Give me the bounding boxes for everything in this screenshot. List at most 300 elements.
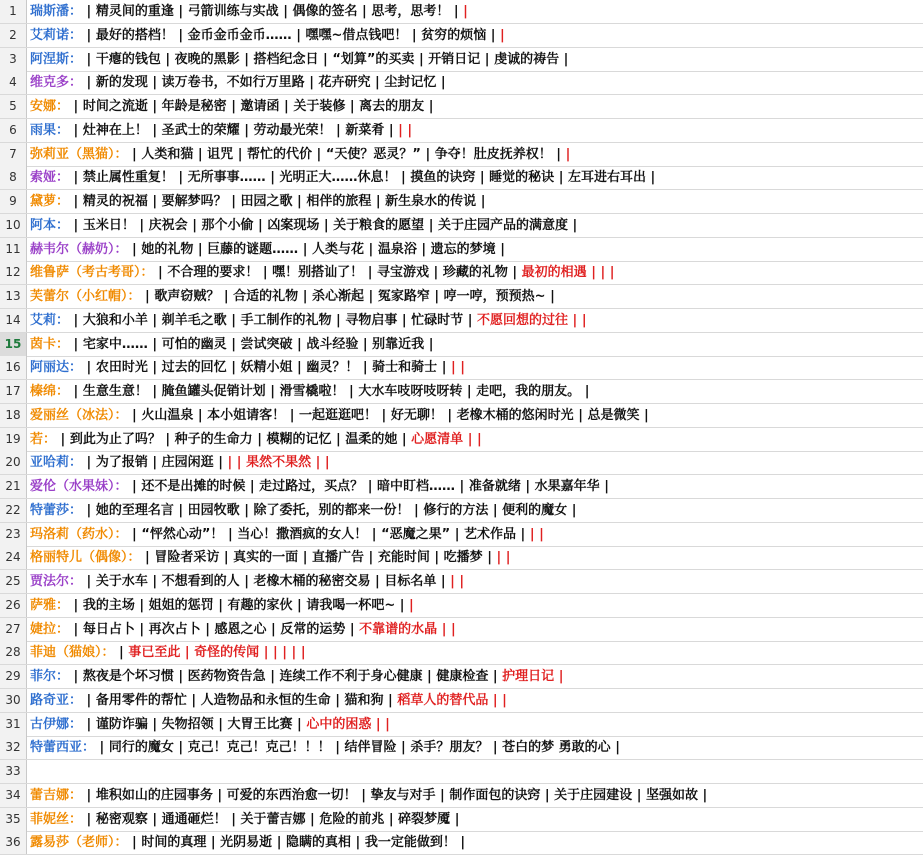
highlight-item: 果然不果然	[246, 455, 312, 471]
story-item: 碎裂梦魇	[398, 811, 451, 827]
row-number[interactable]: 6	[0, 119, 27, 142]
story-item: 弓箭训练与实战	[187, 4, 279, 19]
separator: |	[193, 241, 208, 257]
separator: |	[364, 289, 378, 304]
table-row[interactable]	[0, 261, 923, 285]
cell-a[interactable]	[30, 641, 306, 664]
separator: |	[384, 122, 399, 138]
story-item: 虔诚的祷告	[494, 51, 560, 67]
story-item: 腌鱼罐头促销计划	[161, 384, 266, 399]
separator: |	[356, 787, 371, 803]
row-number[interactable]: 16	[0, 356, 27, 379]
name-colon: ：	[69, 502, 83, 518]
story-item: 关于蕾吉娜	[240, 811, 306, 827]
character-name: 露易莎（老师）	[30, 835, 115, 851]
table-row[interactable]	[0, 475, 923, 499]
row-number[interactable]: 27	[0, 618, 27, 641]
separator: |	[480, 51, 495, 67]
table-row[interactable]	[0, 784, 923, 808]
cell-a[interactable]	[30, 119, 412, 142]
story-item: 除了委托，别的都来一份！	[253, 502, 410, 518]
table-row[interactable]	[0, 760, 923, 784]
separator: |	[127, 835, 142, 851]
story-item: 歌声窃贼？	[154, 289, 220, 304]
story-item: 猫和狗	[344, 692, 384, 708]
story-item: 为了报销	[95, 455, 148, 471]
cell-a[interactable]	[30, 570, 464, 593]
story-item: 相伴的旅程	[306, 194, 372, 209]
separator: |	[223, 526, 238, 542]
character-name: 黛萝	[30, 194, 57, 209]
row-number[interactable]: 20	[0, 451, 27, 474]
cell-a[interactable]	[30, 143, 570, 166]
table-row[interactable]	[0, 333, 923, 357]
cell-a[interactable]	[30, 451, 330, 474]
story-item: 谨防诈骗	[95, 716, 148, 732]
red-separator: |	[476, 431, 482, 447]
row-number[interactable]: 29	[0, 665, 27, 688]
story-item: 修行的方法	[423, 502, 489, 518]
story-item: 堆积如山的庄园事务	[95, 787, 213, 803]
name-colon: ：	[56, 669, 70, 684]
table-row[interactable]	[0, 285, 923, 309]
table-row[interactable]	[0, 689, 923, 713]
separator: |	[486, 27, 501, 43]
story-item: 一起逛逛吧！	[299, 407, 378, 423]
cell-a[interactable]	[30, 24, 505, 47]
separator: |	[127, 479, 142, 494]
separator: |	[482, 550, 497, 566]
row-number[interactable]: 9	[0, 190, 27, 213]
name-colon: ：	[56, 597, 70, 613]
story-item: 冤家路窄	[377, 289, 430, 304]
row-number[interactable]: 24	[0, 546, 27, 569]
cell-a[interactable]	[30, 594, 414, 617]
row-number[interactable]: 7	[0, 143, 27, 166]
story-item: “划算”的买卖	[332, 51, 415, 67]
story-item: 合适的礼物	[233, 289, 299, 304]
row-number[interactable]: 5	[0, 95, 27, 118]
red-separator: | |	[450, 574, 465, 589]
separator: |	[437, 360, 451, 376]
story-item: 光阴易逝	[220, 835, 273, 851]
story-item: 冒险者采访	[154, 550, 220, 566]
separator: |	[436, 574, 451, 589]
table-row[interactable]	[0, 665, 923, 689]
row-number[interactable]: 31	[0, 713, 27, 736]
character-name: 菲妮丝	[30, 811, 70, 827]
cell-a[interactable]	[30, 665, 563, 688]
separator: |	[140, 289, 155, 304]
character-name: 赫韦尔（赫奶）	[30, 241, 115, 257]
story-item: 直播广告	[312, 550, 365, 566]
cell-a[interactable]	[30, 831, 465, 854]
row-number[interactable]: 32	[0, 736, 27, 759]
cell-a[interactable]	[30, 71, 446, 94]
cell-a[interactable]	[30, 214, 577, 237]
red-separator: |	[437, 621, 451, 637]
name-colon: ：	[114, 526, 128, 542]
separator: |	[568, 217, 578, 233]
story-item: 我的主场	[82, 597, 135, 613]
story-item: 忙碌时节	[411, 312, 464, 328]
cell-a[interactable]	[30, 546, 511, 569]
table-row[interactable]	[0, 618, 923, 642]
story-item: 干瘪的钱包	[95, 51, 161, 67]
separator: |	[358, 360, 373, 376]
table-row[interactable]	[0, 238, 923, 262]
story-item: 可爱的东西治愈一切！	[226, 787, 357, 803]
cell-a[interactable]	[30, 618, 456, 641]
cell-a[interactable]	[30, 356, 465, 379]
row-number[interactable]: 21	[0, 475, 27, 498]
row-number[interactable]: 3	[0, 48, 27, 71]
separator: |	[69, 312, 83, 328]
story-item: 光明正大……休息！	[279, 170, 397, 186]
cell-a[interactable]	[30, 166, 655, 189]
separator: |	[69, 170, 83, 186]
story-item: 贫穷的烦恼	[421, 27, 487, 43]
red-separator: |	[581, 312, 587, 328]
red-separator: | |	[450, 360, 466, 376]
separator: |	[213, 597, 228, 613]
separator: |	[319, 217, 334, 233]
cell-a[interactable]	[30, 428, 482, 451]
story-item: 新菜肴	[345, 122, 385, 138]
cell-a[interactable]	[30, 404, 649, 427]
separator: |	[424, 217, 438, 233]
table-row[interactable]	[0, 831, 923, 855]
separator: |	[82, 51, 96, 67]
separator: |	[344, 384, 359, 399]
separator: |	[173, 740, 188, 756]
red-separator: | | | |	[273, 645, 306, 661]
story-item: 花卉研究	[318, 75, 371, 91]
row-number[interactable]: 36	[0, 831, 27, 854]
story-item: 寻物启事	[345, 312, 398, 328]
row-number[interactable]: 30	[0, 689, 27, 712]
story-item: 劳动最光荣！	[253, 122, 332, 138]
row-number[interactable]: 8	[0, 166, 27, 189]
red-separator: |	[371, 716, 386, 732]
row-number[interactable]: 19	[0, 428, 27, 451]
separator: |	[429, 289, 444, 304]
story-item: 走吧，我的朋友。	[476, 384, 581, 399]
name-colon: ：	[69, 51, 83, 67]
separator: |	[397, 312, 412, 328]
table-row[interactable]	[0, 166, 923, 190]
story-item: 挚友与对手	[370, 787, 436, 803]
story-item: 还不是出摊的时候	[141, 479, 246, 494]
story-item: 离去的朋友	[359, 99, 425, 114]
story-item: 邀请函	[240, 99, 280, 114]
separator: |	[193, 146, 208, 162]
row-number[interactable]: 14	[0, 309, 27, 332]
separator: |	[435, 787, 450, 803]
name-colon: ：	[56, 99, 70, 114]
row-number[interactable]: 17	[0, 380, 27, 403]
name-colon: ：	[56, 122, 70, 138]
name-colon: ：	[69, 75, 83, 91]
story-item: 制作面包的诀窍	[449, 787, 541, 803]
separator: |	[358, 336, 373, 352]
story-item: 当心！撒酒疯的女人！	[237, 526, 368, 542]
table-row[interactable]	[0, 309, 923, 333]
table-row[interactable]	[0, 546, 923, 570]
separator: |	[345, 99, 360, 114]
story-item: 坚强如故	[645, 787, 698, 803]
separator: |	[559, 51, 569, 67]
cell-a[interactable]	[30, 261, 615, 284]
separator: |	[345, 621, 360, 637]
cell-a[interactable]	[30, 475, 609, 498]
cell-a[interactable]	[30, 689, 507, 712]
story-item: 老橡木桶的悠闲时光	[456, 407, 574, 423]
story-item: 总是微笑	[587, 407, 640, 423]
name-colon: ：	[69, 811, 83, 827]
separator: |	[364, 550, 378, 566]
separator: |	[449, 4, 464, 19]
separator: |	[147, 360, 162, 376]
story-item: 农田时光	[95, 360, 148, 376]
cell-a[interactable]	[30, 285, 555, 308]
story-item: 她的至理名言	[95, 502, 174, 518]
story-item: 有趣的家伙	[227, 597, 293, 613]
table-row[interactable]	[0, 451, 923, 475]
story-item: 寻宝游戏	[377, 265, 430, 281]
row-number[interactable]: 18	[0, 404, 27, 427]
separator: |	[127, 146, 142, 162]
highlight-item: 不靠谱的水晶	[359, 621, 438, 637]
name-colon: ：	[114, 241, 128, 257]
separator: |	[82, 27, 96, 43]
story-item: 大狼和小羊	[82, 312, 148, 328]
name-colon: ：	[56, 621, 70, 637]
cell-a[interactable]	[30, 0, 468, 23]
separator: |	[455, 479, 469, 494]
separator: |	[414, 51, 429, 67]
cell-a[interactable]	[30, 736, 620, 759]
separator: |	[265, 170, 280, 186]
cell-a[interactable]	[30, 309, 587, 332]
table-row[interactable]	[0, 190, 923, 214]
table-row[interactable]	[0, 0, 923, 24]
story-item: 读万卷书，不如行万里路	[161, 75, 305, 91]
story-item: 珍藏的礼物	[442, 265, 508, 281]
separator: |	[82, 75, 96, 91]
red-separator: |	[554, 669, 564, 684]
table-row[interactable]	[0, 499, 923, 523]
separator: |	[292, 194, 307, 209]
red-separator: |	[409, 597, 414, 613]
table-row[interactable]	[0, 428, 923, 452]
separator: |	[69, 122, 83, 138]
story-item: 妖精小姐	[240, 360, 293, 376]
name-colon: ：	[56, 217, 70, 233]
separator: |	[507, 265, 522, 281]
name-colon: ：	[69, 4, 83, 19]
name-colon: ：	[56, 170, 70, 186]
row-number[interactable]: 35	[0, 808, 27, 831]
table-row[interactable]	[0, 143, 923, 167]
separator: |	[330, 740, 345, 756]
row-number[interactable]: 33	[0, 760, 27, 783]
separator: |	[127, 407, 142, 423]
separator: |	[226, 360, 241, 376]
cell-a[interactable]	[30, 333, 433, 356]
separator: |	[127, 526, 142, 542]
story-item: 吃播梦	[443, 550, 483, 566]
separator: |	[233, 146, 247, 162]
cell-a[interactable]	[30, 380, 589, 403]
separator: |	[416, 241, 431, 257]
separator: |	[516, 526, 530, 542]
separator: |	[455, 835, 466, 851]
row-number[interactable]: 1	[0, 0, 27, 23]
separator: |	[160, 431, 175, 447]
story-item: “怦然心动”！	[141, 526, 224, 542]
story-item: 尝试突破	[240, 336, 293, 352]
character-name: 芙蕾尔（小红帽）	[30, 289, 128, 304]
red-separator: | |	[398, 122, 413, 138]
story-item: 庄园闲逛	[161, 455, 214, 471]
table-row[interactable]	[0, 570, 923, 594]
separator: |	[266, 621, 281, 637]
separator: |	[370, 574, 385, 589]
row-number[interactable]: 34	[0, 784, 27, 807]
cell-a[interactable]	[30, 190, 485, 213]
separator: |	[312, 146, 326, 162]
character-name: 阿丽达	[30, 360, 70, 376]
cell-a[interactable]	[30, 523, 544, 546]
cell-a[interactable]	[30, 808, 459, 831]
row-number[interactable]: 28	[0, 641, 27, 664]
separator: |	[239, 574, 254, 589]
story-item: 水果嘉年华	[534, 479, 600, 494]
character-name: 维克多	[30, 75, 70, 91]
table-row[interactable]	[0, 119, 923, 143]
story-item: 新生泉水的传说	[385, 194, 477, 209]
row-number[interactable]: 22	[0, 499, 27, 522]
table-row[interactable]	[0, 736, 923, 760]
cell-a[interactable]	[30, 499, 576, 522]
row-number[interactable]: 2	[0, 24, 27, 47]
name-colon: ：	[43, 431, 57, 447]
table-row[interactable]	[0, 24, 923, 48]
row-number[interactable]: 23	[0, 523, 27, 546]
story-item: 目标名单	[384, 574, 437, 589]
table-row[interactable]	[0, 356, 923, 380]
story-item: 新的发现	[95, 75, 148, 91]
cell-a[interactable]	[30, 48, 568, 71]
table-row[interactable]	[0, 48, 923, 72]
separator: |	[567, 502, 577, 518]
story-item: 老橡木桶的秘密交易	[253, 574, 371, 589]
red-separator: |	[450, 621, 456, 637]
row-number[interactable]: 4	[0, 71, 27, 94]
row-number[interactable]: 13	[0, 285, 27, 308]
row-number[interactable]: 11	[0, 238, 27, 261]
separator: |	[407, 27, 422, 43]
table-row[interactable]	[0, 808, 923, 832]
separator: |	[383, 692, 398, 708]
name-colon: ：	[69, 692, 83, 708]
table-row[interactable]	[0, 523, 923, 547]
story-item: 时间的真理	[141, 835, 207, 851]
separator: |	[363, 479, 377, 494]
separator: |	[82, 692, 96, 708]
separator: |	[554, 170, 568, 186]
table-row[interactable]	[0, 404, 923, 428]
separator: |	[304, 75, 319, 91]
separator: |	[292, 360, 307, 376]
separator: |	[147, 336, 162, 352]
cell-a[interactable]	[30, 95, 433, 118]
story-item: 请我喝一杯吧~	[306, 597, 396, 613]
story-item: 医药物资告急	[187, 669, 266, 684]
table-row[interactable]	[0, 71, 923, 95]
separator: |	[488, 502, 503, 518]
story-item: 精灵的祝福	[82, 194, 148, 209]
story-item: 时间之流逝	[82, 99, 148, 114]
row-number[interactable]: 15	[0, 333, 27, 356]
cell-a[interactable]	[30, 784, 707, 807]
story-item: 哼一哼，预预热~	[443, 289, 546, 304]
story-item: 巨藤的谜题……	[207, 241, 299, 257]
story-item: 凶案现场	[267, 217, 320, 233]
separator: |	[305, 811, 320, 827]
separator: |	[520, 479, 535, 494]
character-name: 特蕾西亚	[30, 740, 83, 756]
character-name: 安娜	[30, 99, 57, 114]
row-number[interactable]: 10	[0, 214, 27, 237]
separator: |	[226, 312, 241, 328]
story-item: 反常的运势	[280, 621, 346, 637]
story-item: 走过路过，买点？	[259, 479, 364, 494]
table-row[interactable]	[0, 214, 923, 238]
story-item: 可怕的幽灵	[161, 336, 227, 352]
table-row[interactable]	[0, 380, 923, 404]
separator: |	[370, 75, 385, 91]
separator: |	[545, 289, 555, 304]
table-row[interactable]	[0, 641, 923, 665]
separator: |	[488, 669, 503, 684]
separator: |	[193, 407, 208, 423]
story-item: “恶魔之果”	[381, 526, 451, 542]
separator: |	[318, 51, 333, 67]
name-colon: ：	[114, 407, 128, 423]
row-number[interactable]: 26	[0, 594, 27, 617]
table-row[interactable]	[0, 95, 923, 119]
row-number[interactable]: 12	[0, 261, 27, 284]
cell-a[interactable]	[30, 238, 505, 261]
row-number[interactable]: 25	[0, 570, 27, 593]
name-colon: ：	[56, 312, 70, 328]
separator: |	[134, 217, 149, 233]
table-row[interactable]	[0, 713, 923, 737]
character-name: 特蕾莎	[30, 502, 70, 518]
cell-a[interactable]	[30, 713, 390, 736]
story-item: 姐姐的惩罚	[148, 597, 214, 613]
separator: |	[395, 597, 410, 613]
table-row[interactable]	[0, 594, 923, 618]
highlight-item: 不愿回想的过往	[476, 312, 568, 328]
separator: |	[384, 811, 399, 827]
separator: |	[363, 265, 377, 281]
separator: |	[580, 384, 590, 399]
separator: |	[200, 621, 215, 637]
story-item: “天使？恶灵？”	[325, 146, 421, 162]
